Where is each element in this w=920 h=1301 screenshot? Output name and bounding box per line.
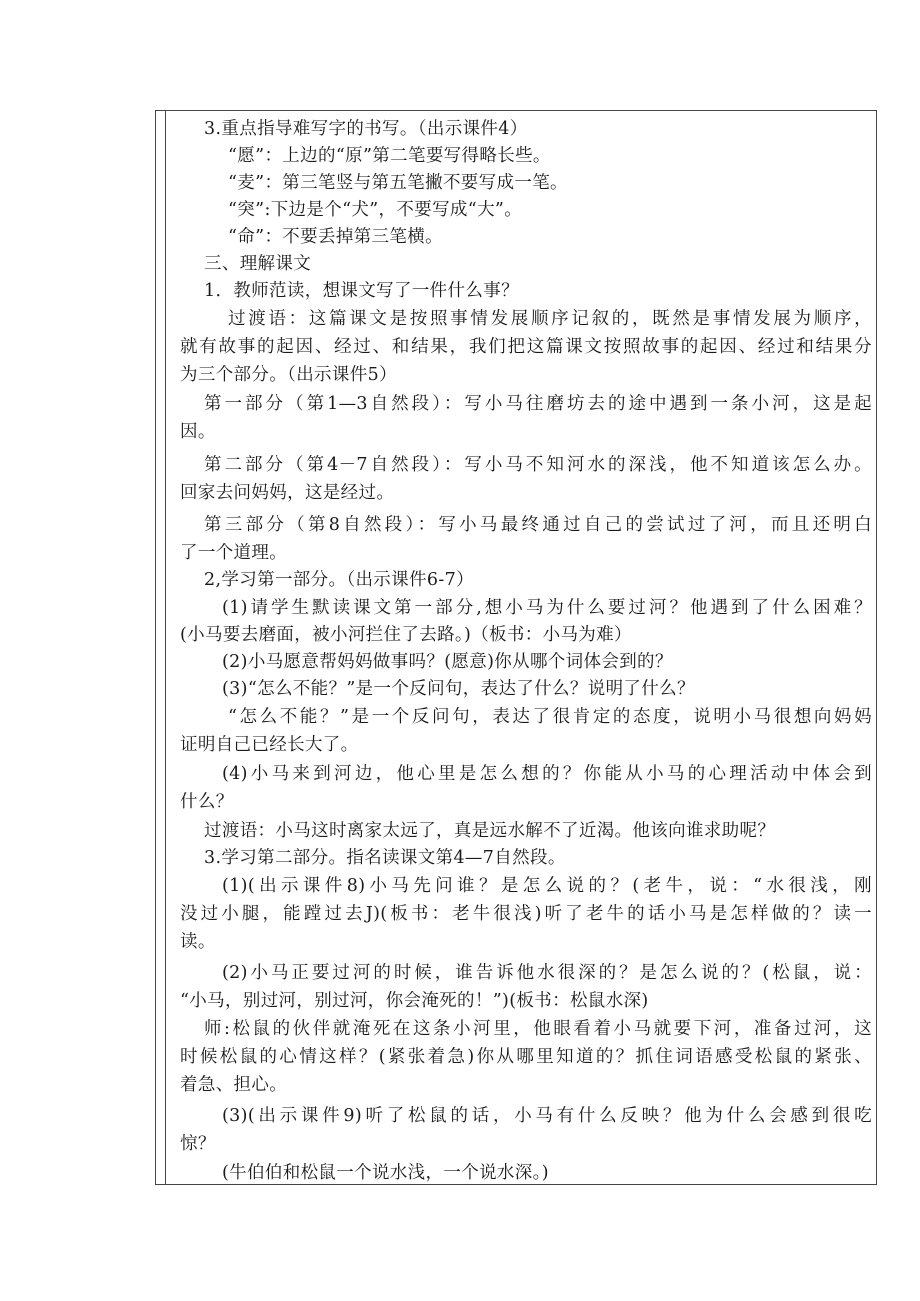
text-line: 第一部分（第1—3自然段）：写小马往磨坊去的途中遇到一条小河，这是起 [204,394,872,414]
text-line: 证明自己已经长大了。 [180,735,359,755]
text-line: 回家去问妈妈，这是经过。 [180,483,395,503]
text-line: “麦”：第三笔竖与第五笔撇不要写成一笔。 [228,173,568,193]
document-table [155,110,877,1185]
text-line: “小马，别过河，别过河，你会淹死的！”)(板书：松鼠水深) [180,991,649,1011]
text-line: “突”:下边是个“犬”，不要写成“大”。 [228,200,523,220]
text-line: 什么？ [180,792,234,812]
text-line: (4)小马来到河边，他心里是怎么想的？你能从小马的心理活动中体会到 [222,764,872,784]
text-line: 时候松鼠的心情这样？(紧张着急)你从哪里知道的？抓住词语感受松鼠的紧张、 [180,1047,872,1067]
text-line: 师:松鼠的伙伴就淹死在这条小河里，他眼看着小马就要下河，准备过河，这 [204,1019,872,1039]
text-line: 为三个部分。（出示课件5） [180,365,397,385]
text-line: 3.重点指导难写字的书写。（出示课件4） [204,119,528,139]
text-line: 着急、担心。 [180,1075,288,1095]
text-line: (1)请学生默读课文第一部分,想小马为什么要过河？他遇到了什么困难？ [222,598,872,618]
text-line: 了一个道理。 [180,543,288,563]
text-line: 没过小腿，能蹚过去J)(板书：老牛很浅)听了老牛的话小马是怎样做的？读一 [180,904,872,924]
text-line: (3)“怎么不能？”是一个反问句，表达了什么？说明了什么？ [222,679,695,699]
text-line: (牛伯伯和松鼠一个说水浅，一个说水深。) [222,1163,549,1183]
text-line: (2)小马正要过河的时候，谁告诉他水很深的？是怎么说的？(松鼠，说： [222,963,872,983]
text-line: (1)(出示课件8)小马先问谁？是怎么说的？(老牛，说：“水很浅，刚 [222,876,872,896]
text-line: 惊？ [180,1134,216,1154]
text-line: “愿”：上边的“原”第二笔要写得略长些。 [228,146,551,166]
text-line: 过渡语：小马这时离家太远了，真是远水解不了近渴。他该向谁求助呢？ [204,821,776,841]
text-line: 就有故事的起因、经过、和结果，我们把这篇课文按照故事的起因、经过和结果分 [180,337,872,357]
text-line: 读。 [180,932,216,952]
text-line: 1．教师范读，想课文写了一件什么事？ [204,281,519,301]
table-left-column [156,111,166,1184]
text-line: “怎么不能？”是一个反问句，表达了很肯定的态度，说明小马很想向妈妈 [228,707,872,727]
text-line: 过渡语：这篇课文是按照事情发展顺序记叙的，既然是事情发展为顺序， [228,309,872,329]
text-line: 2,学习第一部分。（出示课件6-7） [204,570,474,590]
section-heading: 三、理解课文 [204,254,312,274]
text-line: “命”：不要丢掉第三笔横。 [228,227,443,247]
text-line: 因。 [180,422,216,442]
text-line: (小马要去磨面，被小河拦住了去路。)（板书：小马为难） [180,625,632,645]
text-line: 第二部分（第4－7自然段）：写小马不知河水的深浅，他不知道该怎么办。 [204,455,872,475]
lesson-content-cell [166,111,876,1184]
text-line: (2)小马愿意帮妈妈做事吗？(愿意)你从哪个词体会到的？ [222,652,673,672]
text-line: (3)(出示课件9)听了松鼠的话，小马有什么反映？他为什么会感到很吃 [222,1106,872,1126]
text-line: 第三部分（第8自然段）：写小马最终通过自己的尝试过了河，而且还明白 [204,515,872,535]
text-line: 3.学习第二部分。指名读课文第4—7自然段。 [204,848,566,868]
